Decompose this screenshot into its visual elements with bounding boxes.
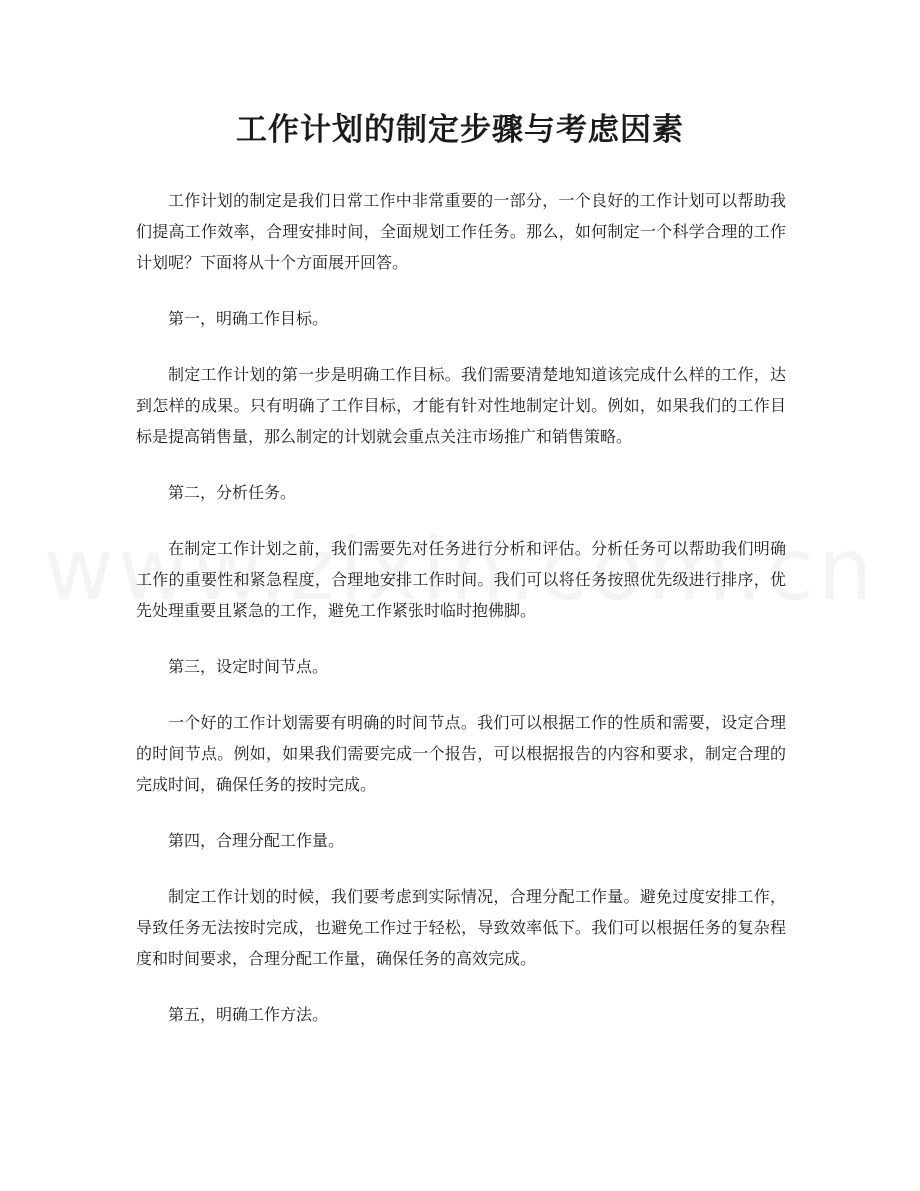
section-paragraph-1: 制定工作计划的第一步是明确工作目标。我们需要清楚地知道该完成什么样的工作，达到怎样的成果。只有明确了工作目标，才能有针对性地制定计划。例如，如果我们的工作目标是提高销售量，那么制定的计划就会重点关注市场推广和销售策略。: [136, 365, 786, 446]
section-paragraph-3: 一个好的工作计划需要有明确的时间节点。我们可以根据工作的性质和需要，设定合理的时间节点。例如，如果我们需要完成一个报告，可以根据报告的内容和要求，制定合理的完成时间，确保任务的按时完成。: [136, 713, 786, 794]
section-paragraph-2: 在制定工作计划之前，我们需要先对任务进行分析和评估。分析任务可以帮助我们明确工作的重要性和紧急程度，合理地安排工作时间。我们可以将任务按照优先级进行排序，优先处理重要且紧急的工作，避免工作紧张时临时抱佛脚。: [136, 539, 786, 620]
document-body: [136, 185, 786, 1055]
document-title: 工作计划的制定步骤与考虑因素: [236, 112, 684, 148]
intro-paragraph: 工作计划的制定是我们日常工作中非常重要的一部分，一个良好的工作计划可以帮助我们提高工作效率，合理安排时间，全面规划工作任务。那么，如何制定一个科学合理的工作计划呢？下面将从十个方面展开回答。: [136, 191, 786, 272]
section-heading-4: 第四，合理分配工作量。: [168, 831, 345, 850]
section-heading-2: 第二，分析任务。: [168, 483, 297, 502]
section-heading-3: 第三，设定时间节点。: [168, 657, 329, 676]
section-heading-1: 第一，明确工作目标。: [168, 309, 329, 328]
section-heading-5: 第五，明确工作方法。: [168, 1005, 329, 1024]
section-paragraph-4: 制定工作计划的时候，我们要考虑到实际情况，合理分配工作量。避免过度安排工作，导致任务无法按时完成，也避免工作过于轻松，导致效率低下。我们可以根据任务的复杂程度和时间要求，合理分配工作量，确保任务的高效完成。: [136, 887, 786, 968]
